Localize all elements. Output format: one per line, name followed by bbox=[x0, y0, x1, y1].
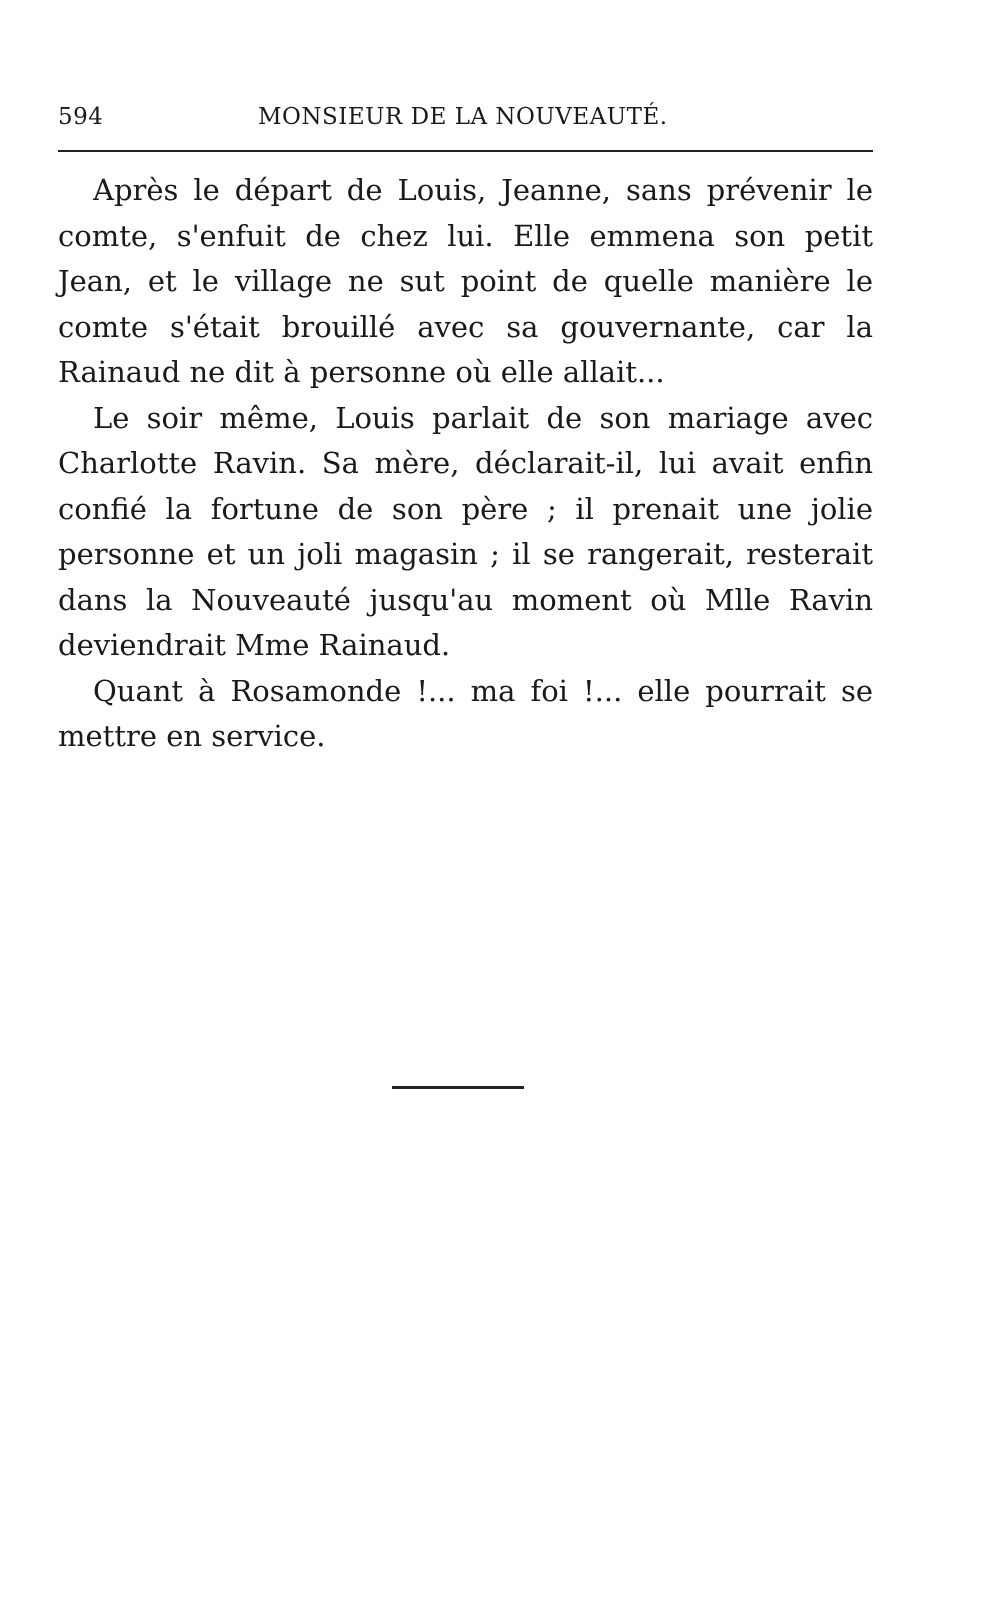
body-text bbox=[58, 168, 873, 760]
paragraph: Le soir même, Louis parlait de son mariage avec Charlotte Ravin. Sa mère, déclarait-il, lui avait enfin confié la fortune de son père ; il prenait une jolie personne et un joli magasin ; il se rangerait, resterait dans la Nouveauté jusqu'au moment où Mlle Ravin deviendrait Mme Rainaud. bbox=[58, 400, 873, 662]
page-number: 594 bbox=[58, 104, 104, 130]
header-rule bbox=[58, 150, 873, 152]
paragraph: Quant à Rosamonde !... ma foi !... elle pourrait se mettre en service. bbox=[58, 673, 873, 753]
end-of-chapter-rule bbox=[392, 1086, 524, 1089]
running-head bbox=[58, 104, 878, 140]
paragraph: Après le départ de Louis, Jeanne, sans prévenir le comte, s'enfuit de chez lui. Elle emmena son petit Jean, et le village ne sut point de quelle manière le comte s'était brouillé avec sa gouvernante, car la Rainaud ne dit à personne où elle allait... bbox=[58, 173, 873, 389]
running-title: MONSIEUR DE LA NOUVEAUTÉ. bbox=[258, 104, 668, 130]
